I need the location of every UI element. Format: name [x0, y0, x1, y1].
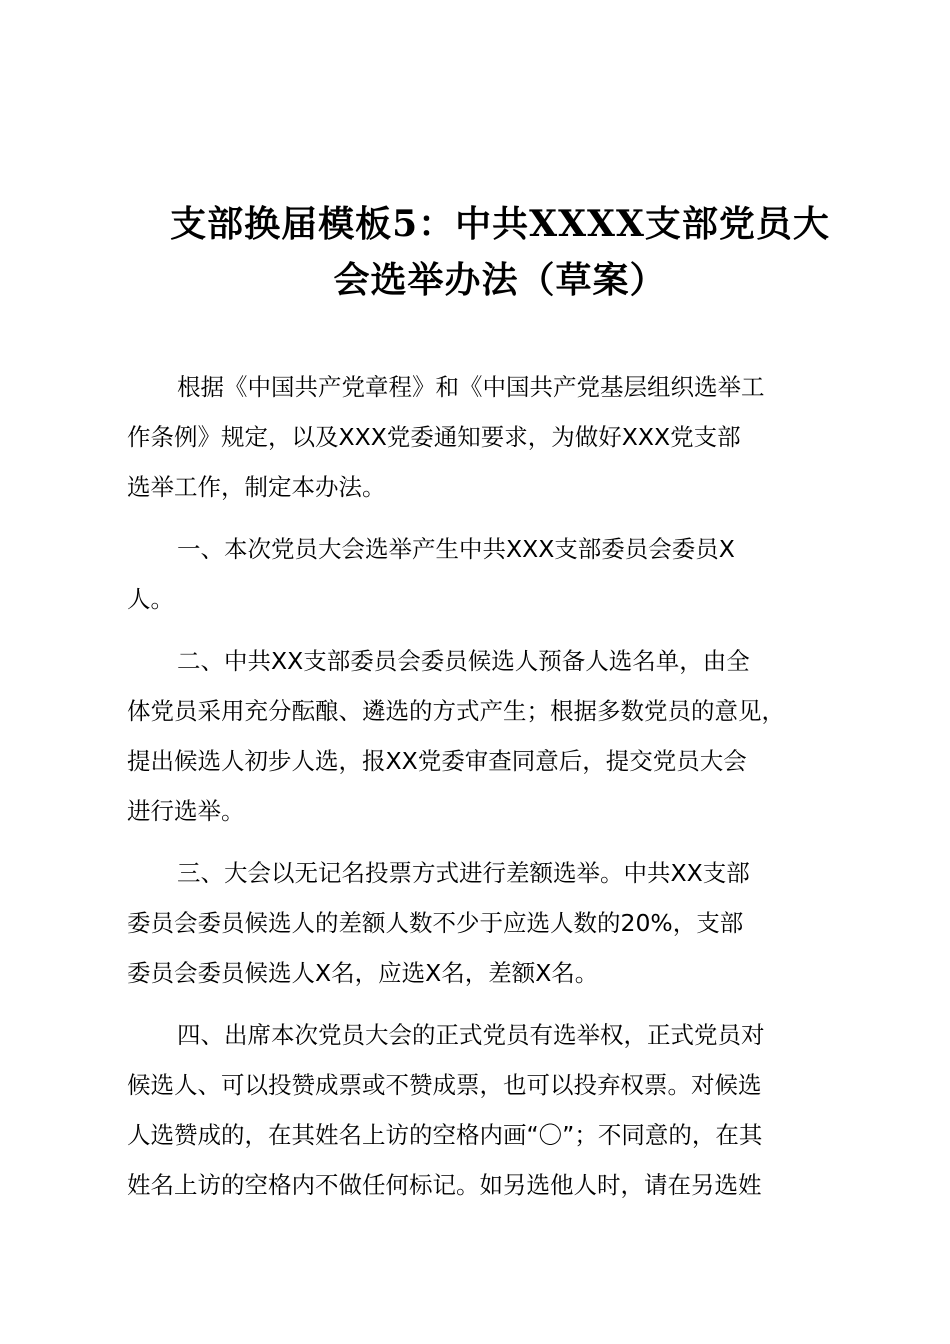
- paragraph-line: 根据《中国共产党章程》和《中国共产党基层组织选举工: [177, 373, 765, 401]
- title-line: 支部换届模板5：中共XXXX支部党员大: [170, 203, 830, 245]
- paragraph-line: 人。: [127, 585, 174, 613]
- paragraph-article-3: [127, 848, 827, 998]
- paragraph-line: 候选人、可以投赞成票或不赞成票，也可以投弃权票。对候选: [127, 1071, 762, 1099]
- paragraph-article-1: [127, 524, 827, 624]
- paragraph-line: 选举工作，制定本办法。: [127, 473, 386, 501]
- paragraph-article-4: [127, 1010, 827, 1210]
- paragraph-line: 委员会委员候选人X名，应选X名，差额X名。: [127, 959, 599, 987]
- document-body: [127, 362, 827, 1222]
- paragraph-line: 委员会委员候选人的差额人数不少于应选人数的20%，支部: [127, 909, 744, 937]
- paragraph-line: 四、出席本次党员大会的正式党员有选举权，正式党员对: [177, 1021, 765, 1049]
- paragraph-line: 人选赞成的，在其姓名上访的空格内画“〇”；不同意的，在其: [127, 1121, 763, 1149]
- paragraph-line: 姓名上访的空格内不做任何标记。如另选他人时，请在另选姓: [127, 1171, 762, 1199]
- paragraph-line: 进行选举。: [127, 797, 245, 825]
- title-line: 会选举办法（草案）: [333, 259, 667, 301]
- paragraph-article-2: [127, 636, 827, 836]
- paragraph-line: 一、本次党员大会选举产生中共XXX支部委员会委员X: [177, 535, 735, 563]
- paragraph-line: 二、中共XX支部委员会委员候选人预备人选名单，由全: [177, 647, 750, 675]
- document-title: [160, 196, 840, 308]
- paragraph-line: 体党员采用充分酝酿、遴选的方式产生；根据多数党员的意见，: [127, 697, 785, 725]
- paragraph-line: 作条例》规定，以及XXX党委通知要求，为做好XXX党支部: [127, 423, 741, 451]
- paragraph-preamble: [127, 362, 827, 512]
- paragraph-line: 三、大会以无记名投票方式进行差额选举。中共XX支部: [177, 859, 750, 887]
- paragraph-line: 提出候选人初步人选，报XX党委审查同意后，提交党员大会: [127, 747, 747, 775]
